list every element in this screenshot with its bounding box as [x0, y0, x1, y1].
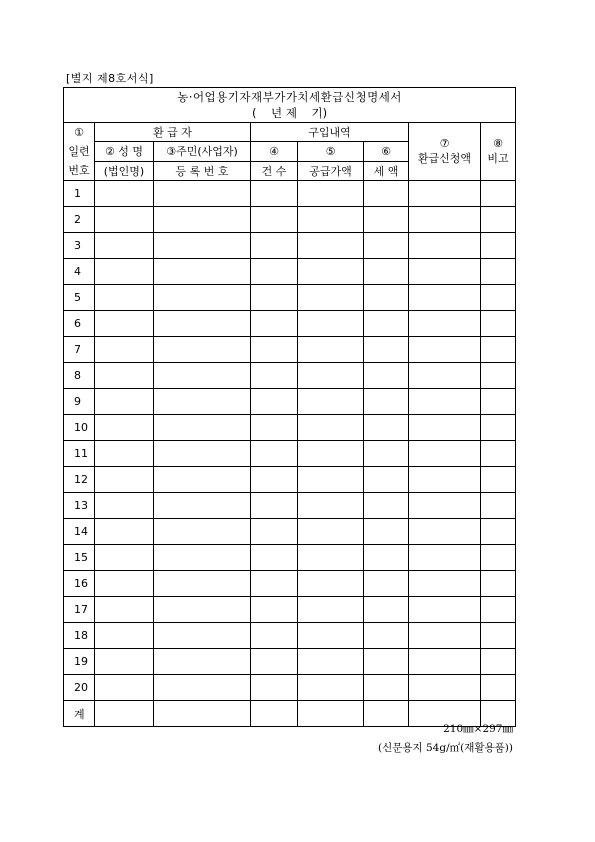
- entry-cell[interactable]: [364, 519, 409, 545]
- entry-cell[interactable]: [298, 259, 364, 285]
- table-row: [64, 649, 516, 675]
- entry-cell[interactable]: [409, 623, 481, 649]
- entry-cell[interactable]: [298, 597, 364, 623]
- table-row: [64, 493, 516, 519]
- table-row: [64, 623, 516, 649]
- row-number: 1: [64, 181, 95, 207]
- entry-cell[interactable]: [364, 441, 409, 467]
- header-name: ② 성 명: [95, 142, 154, 161]
- entry-cell[interactable]: [298, 649, 364, 675]
- entry-cell[interactable]: [481, 571, 516, 597]
- entry-cell[interactable]: [481, 649, 516, 675]
- header-serial-circle: ①: [74, 126, 84, 139]
- row-number: 6: [64, 311, 95, 337]
- row-number: 13: [64, 493, 95, 519]
- entry-cell[interactable]: [95, 675, 154, 701]
- entry-cell[interactable]: [364, 285, 409, 311]
- entry-cell[interactable]: [154, 285, 251, 311]
- entry-cell[interactable]: [154, 337, 251, 363]
- entry-cell[interactable]: [154, 701, 251, 727]
- title-text: 농·어업용기자재부가가치세환급신청명세서: [177, 90, 402, 104]
- entry-cell[interactable]: [364, 337, 409, 363]
- form-label: [별지 제8호서식]: [66, 72, 154, 85]
- entry-cell[interactable]: [364, 311, 409, 337]
- entry-cell[interactable]: [481, 233, 516, 259]
- entry-cell[interactable]: [251, 181, 298, 207]
- header-tax: 세 액: [364, 161, 409, 180]
- entry-cell[interactable]: [298, 389, 364, 415]
- entry-cell[interactable]: [481, 441, 516, 467]
- entry-cell[interactable]: [154, 389, 251, 415]
- row-number: 15: [64, 545, 95, 571]
- entry-cell[interactable]: [251, 415, 298, 441]
- entry-cell[interactable]: [251, 441, 298, 467]
- entry-cell[interactable]: [95, 493, 154, 519]
- entry-cell[interactable]: [251, 649, 298, 675]
- row-number: 2: [64, 207, 95, 233]
- entry-cell[interactable]: [298, 311, 364, 337]
- entry-cell[interactable]: [95, 233, 154, 259]
- entry-cell[interactable]: [251, 493, 298, 519]
- table-row: [64, 675, 516, 701]
- table-row: [64, 233, 516, 259]
- table-row: [64, 519, 516, 545]
- row-number: 16: [64, 571, 95, 597]
- header-reg-no: ③주민(사업자): [154, 142, 251, 161]
- entry-cell[interactable]: [481, 623, 516, 649]
- entry-cell[interactable]: [409, 597, 481, 623]
- entry-cell[interactable]: [154, 207, 251, 233]
- entry-cell[interactable]: [298, 675, 364, 701]
- entry-cell[interactable]: [298, 545, 364, 571]
- entry-cell[interactable]: [364, 467, 409, 493]
- row-number: 14: [64, 519, 95, 545]
- table-row: [64, 571, 516, 597]
- entry-cell[interactable]: [95, 623, 154, 649]
- entry-cell[interactable]: [154, 467, 251, 493]
- header-refund-label: 환급신청액: [417, 152, 472, 165]
- entry-cell[interactable]: [95, 571, 154, 597]
- entry-cell[interactable]: [95, 207, 154, 233]
- row-number: 17: [64, 597, 95, 623]
- paper-spec: (신문용지 54g/㎡(재활용품)): [378, 742, 513, 754]
- entry-cell[interactable]: [298, 285, 364, 311]
- entry-cell[interactable]: [251, 233, 298, 259]
- entry-cell[interactable]: [409, 285, 481, 311]
- row-number: 12: [64, 467, 95, 493]
- row-number: 계: [64, 701, 95, 727]
- entry-cell[interactable]: [95, 597, 154, 623]
- row-number: 18: [64, 623, 95, 649]
- header-serial-line2: 번호: [68, 164, 90, 177]
- entry-cell[interactable]: [251, 519, 298, 545]
- entry-cell[interactable]: [154, 649, 251, 675]
- entry-cell[interactable]: [481, 337, 516, 363]
- row-number: 3: [64, 233, 95, 259]
- header-refund-circle: ⑦: [439, 137, 450, 150]
- row-number: 5: [64, 285, 95, 311]
- form-title: [64, 88, 516, 123]
- header-supply: 공급가액: [298, 161, 364, 180]
- header-note-circle: ⑧: [493, 137, 503, 150]
- entry-cell[interactable]: [481, 363, 516, 389]
- entry-cell[interactable]: [251, 311, 298, 337]
- entry-cell[interactable]: [409, 363, 481, 389]
- entry-cell[interactable]: [409, 675, 481, 701]
- entry-cell[interactable]: [481, 597, 516, 623]
- entry-cell[interactable]: [298, 181, 364, 207]
- entry-cell[interactable]: [154, 597, 251, 623]
- entry-cell[interactable]: [481, 545, 516, 571]
- table-row: [64, 389, 516, 415]
- header-serial-number: [64, 123, 95, 181]
- entry-cell[interactable]: [298, 441, 364, 467]
- entry-cell[interactable]: [298, 571, 364, 597]
- entry-cell[interactable]: [364, 649, 409, 675]
- entry-cell[interactable]: [481, 181, 516, 207]
- entry-cell[interactable]: [409, 337, 481, 363]
- entry-cell[interactable]: [251, 545, 298, 571]
- row-number: 19: [64, 649, 95, 675]
- refund-statement-table: [63, 87, 516, 727]
- entry-cell[interactable]: [364, 571, 409, 597]
- entry-cell[interactable]: [251, 285, 298, 311]
- entry-cell[interactable]: [364, 545, 409, 571]
- entry-cell[interactable]: [95, 285, 154, 311]
- entry-cell[interactable]: [298, 519, 364, 545]
- entry-cell[interactable]: [364, 623, 409, 649]
- entry-cell[interactable]: [481, 207, 516, 233]
- header-refundee: 환 급 자: [95, 123, 251, 142]
- entry-cell[interactable]: [95, 363, 154, 389]
- entry-cell[interactable]: [251, 597, 298, 623]
- entry-cell[interactable]: [251, 571, 298, 597]
- entry-cell[interactable]: [251, 207, 298, 233]
- entry-cell[interactable]: [481, 285, 516, 311]
- entry-cell[interactable]: [298, 363, 364, 389]
- entry-cell[interactable]: [95, 519, 154, 545]
- entry-cell[interactable]: [481, 519, 516, 545]
- entry-cell[interactable]: [154, 181, 251, 207]
- entry-cell[interactable]: [409, 571, 481, 597]
- entry-cell[interactable]: [251, 675, 298, 701]
- entry-cell[interactable]: [154, 675, 251, 701]
- entry-cell[interactable]: [251, 337, 298, 363]
- entry-cell[interactable]: [364, 701, 409, 727]
- entry-cell[interactable]: [409, 493, 481, 519]
- entry-cell[interactable]: [409, 545, 481, 571]
- header-name-sub: (법인명): [95, 161, 154, 180]
- entry-cell[interactable]: [409, 519, 481, 545]
- table-row: [64, 181, 516, 207]
- entry-cell[interactable]: [298, 701, 364, 727]
- entry-cell[interactable]: [154, 363, 251, 389]
- entry-cell[interactable]: [154, 233, 251, 259]
- entry-cell[interactable]: [95, 649, 154, 675]
- entry-cell[interactable]: [95, 259, 154, 285]
- entry-cell[interactable]: [154, 311, 251, 337]
- header-serial-line1: 일련: [68, 145, 90, 158]
- row-number: 7: [64, 337, 95, 363]
- entry-cell[interactable]: [481, 467, 516, 493]
- entry-cell[interactable]: [481, 311, 516, 337]
- row-number: 4: [64, 259, 95, 285]
- entry-cell[interactable]: [409, 467, 481, 493]
- table-row: [64, 311, 516, 337]
- entry-cell[interactable]: [481, 389, 516, 415]
- period-text: ( 년 제 기): [251, 106, 328, 120]
- entry-cell[interactable]: [95, 441, 154, 467]
- entry-cell[interactable]: [154, 545, 251, 571]
- entry-cell[interactable]: [364, 363, 409, 389]
- entry-cell[interactable]: [409, 181, 481, 207]
- table-row: [64, 363, 516, 389]
- entry-cell[interactable]: [154, 571, 251, 597]
- entry-cell[interactable]: [364, 389, 409, 415]
- entry-cell[interactable]: [409, 441, 481, 467]
- entry-cell[interactable]: [95, 311, 154, 337]
- table-row: [64, 441, 516, 467]
- entry-cell[interactable]: [154, 519, 251, 545]
- entry-cell[interactable]: [481, 259, 516, 285]
- entry-cell[interactable]: [364, 493, 409, 519]
- header-purchase: 구입내역: [251, 123, 409, 142]
- entry-cell[interactable]: [298, 207, 364, 233]
- entry-cell[interactable]: [298, 623, 364, 649]
- entry-cell[interactable]: [364, 675, 409, 701]
- entry-cell[interactable]: [95, 467, 154, 493]
- entry-cell[interactable]: [364, 181, 409, 207]
- entry-cell[interactable]: [481, 675, 516, 701]
- table-row: [64, 207, 516, 233]
- row-number: 8: [64, 363, 95, 389]
- table-row: [64, 259, 516, 285]
- entry-cell[interactable]: [481, 415, 516, 441]
- entry-cell[interactable]: [409, 311, 481, 337]
- header-tax-circle: ⑥: [364, 142, 409, 161]
- header-note-label: 비고: [487, 152, 509, 165]
- entry-cell[interactable]: [364, 259, 409, 285]
- entry-cell[interactable]: [154, 623, 251, 649]
- entry-cell[interactable]: [251, 701, 298, 727]
- header-count-circle: ④: [251, 142, 298, 161]
- entry-cell[interactable]: [298, 415, 364, 441]
- paper-size: 210㎜×297㎜: [443, 723, 513, 735]
- entry-cell[interactable]: [154, 415, 251, 441]
- row-number: 9: [64, 389, 95, 415]
- row-number: 20: [64, 675, 95, 701]
- entry-cell[interactable]: [409, 259, 481, 285]
- entry-cell[interactable]: [409, 649, 481, 675]
- row-number: 11: [64, 441, 95, 467]
- header-reg-no-sub: 등 록 번 호: [154, 161, 251, 180]
- entry-cell[interactable]: [251, 467, 298, 493]
- entry-cell[interactable]: [251, 623, 298, 649]
- table-row: [64, 415, 516, 441]
- entry-cell[interactable]: [409, 389, 481, 415]
- entry-cell[interactable]: [154, 441, 251, 467]
- header-note: [481, 123, 516, 181]
- entry-cell[interactable]: [95, 389, 154, 415]
- entry-cell[interactable]: [154, 259, 251, 285]
- entry-cell[interactable]: [364, 233, 409, 259]
- entry-cell[interactable]: [409, 233, 481, 259]
- entry-cell[interactable]: [364, 597, 409, 623]
- entry-cell[interactable]: [95, 415, 154, 441]
- entry-cell[interactable]: [364, 207, 409, 233]
- entry-cell[interactable]: [298, 467, 364, 493]
- table-row: [64, 467, 516, 493]
- table-row: [64, 337, 516, 363]
- entry-cell[interactable]: [95, 337, 154, 363]
- entry-cell[interactable]: [95, 545, 154, 571]
- entry-cell[interactable]: [154, 493, 251, 519]
- entry-cell[interactable]: [95, 181, 154, 207]
- header-supply-circle: ⑤: [298, 142, 364, 161]
- entry-cell[interactable]: [298, 233, 364, 259]
- row-number: 10: [64, 415, 95, 441]
- entry-cell[interactable]: [409, 207, 481, 233]
- table-row: [64, 285, 516, 311]
- table-row: [64, 597, 516, 623]
- entry-cell[interactable]: [251, 259, 298, 285]
- entry-cell[interactable]: [364, 415, 409, 441]
- header-refund-amount: [409, 123, 481, 181]
- entry-cell[interactable]: [251, 363, 298, 389]
- entry-cell[interactable]: [481, 493, 516, 519]
- table-row: [64, 545, 516, 571]
- entry-cell[interactable]: [251, 389, 298, 415]
- entry-cell[interactable]: [298, 493, 364, 519]
- header-count: 건 수: [251, 161, 298, 180]
- entry-cell[interactable]: [409, 415, 481, 441]
- entry-cell[interactable]: [95, 701, 154, 727]
- entry-cell[interactable]: [298, 337, 364, 363]
